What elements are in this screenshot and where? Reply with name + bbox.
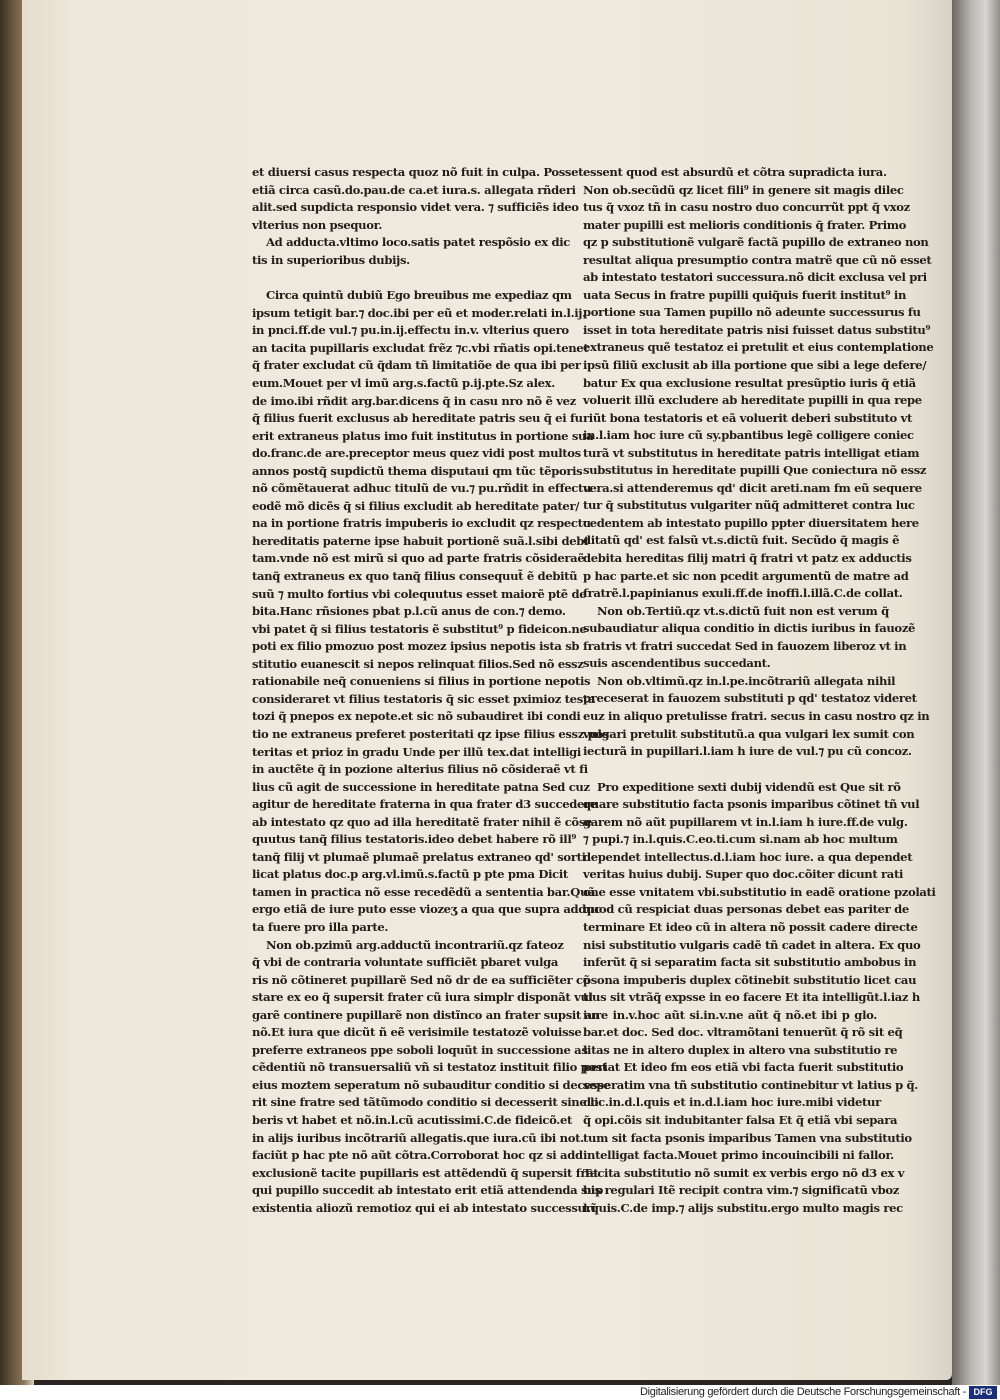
text-line: one esse vnitatem vbi.substitutio in eadẽ oratione pzolati xyxy=(583,884,936,899)
text-line: in.l.iam hoc iure cũ sy.pbantibus legẽ colligere coniec xyxy=(583,428,914,443)
text-line: q̃ vbi de contraria voluntate sufficiẽt pbaret vulga xyxy=(252,955,559,970)
text-line: qz p substitutionẽ vulgarẽ factã pupillo de extraneo non xyxy=(583,235,929,250)
text-line: cẽdentiũ nõ transuersaliũ vñ si testatoz instituit filio post xyxy=(252,1060,607,1075)
text-line: riũt bona testatoris et eã voluerit deberi substituto vt xyxy=(583,410,912,425)
text-line: lius cũ agit de successione in hereditate patna Sed cuz xyxy=(252,779,590,794)
text-line: seperatim vna tñ substitutio continebitur vt latius p q̃. xyxy=(583,1077,918,1092)
text-line: terminare Et ideo cũ in altera nõ possit cadere directe xyxy=(583,919,918,934)
text-line: essent quod est absurdũ et cõtra supradicta iura. xyxy=(583,165,887,179)
text-line: cedentem ab intestato pupillo ppter diuersitatem here xyxy=(583,515,919,530)
text-line: tamen in practica nõ esse recedẽdũ a sententia bar.Quã xyxy=(252,884,596,899)
funding-notice: Digitalisierung gefördert durch die Deutsche Forschungsgemeinschaft - xyxy=(640,1386,966,1398)
text-line: ab intestato testatori successura.nõ dicit exclusa vel pri xyxy=(583,270,927,285)
text-line: eum.Mouet per vl imũ arg.s.factũ p.ij.pte.Sz alex. xyxy=(252,376,555,391)
text-line: q̃ frater excludat cũ q̃dam tñ limitatiõe de qua ibi per xyxy=(252,358,581,373)
text-line: ipsum tetigit bar.⁊ doc.ibi per eũ et moder.relati in.l.ij. xyxy=(252,305,586,320)
text-line: qui pupillo succedit ab intestato erit etiã attendenda sup xyxy=(252,1183,604,1198)
text-line: de imo.ibi rñdit arg.bar.dicens q̃ in casu nro nõ ẽ vez xyxy=(252,393,576,408)
text-line: exclusionẽ tacite pupillaris est attẽdendũ q̃ supersit frat xyxy=(252,1165,599,1180)
text-line: bita.Hanc rñsiones pbat p.l.cũ anus de con.⁊ demo. xyxy=(252,604,566,619)
text-line: Circa quintũ dubiũ Ego breuibus me expediaz qm xyxy=(266,288,572,303)
dfg-logo: DFG xyxy=(969,1386,997,1399)
text-line: eodẽ mõ dicẽs q̃ si filius excludit ab hereditate pater/ xyxy=(252,498,580,513)
paragraph xyxy=(252,937,611,1218)
text-line: rit sine fratre sed tãtũmodo conditio si decesserit sine li xyxy=(252,1095,599,1110)
text-line: teritas et prioz in gradu Unde per illũ tex.dat intelligi xyxy=(252,744,581,759)
text-line: q̃ filius fuerit exclusus ab hereditate patris seu q̃ ei fu xyxy=(252,411,583,426)
text-line: ta fuere pro illa parte. xyxy=(252,919,389,934)
paragraph xyxy=(583,779,936,1218)
text-line: garem nõ aũt pupillarem vt in.l.iam h iure.ff.de vulg. xyxy=(583,814,908,829)
text-line: hereditatis paterne ipse habuit portionẽ suã.l.sibi debi xyxy=(252,533,589,548)
text-line: turã vt substitutus in hereditate patris intelligat etiam xyxy=(583,445,920,460)
text-line: litas ne in altero duplex in altero vna substitutio re xyxy=(583,1042,898,1057)
text-line: vera.si attenderemus qd' dicit areti.nam fm eũ sequere xyxy=(583,480,922,495)
text-line: alit.sed supdicta responsio videt vera. ⁊ sufficiẽs ideo xyxy=(252,200,579,215)
text-line: tus q̃ vxoz tñ in casu nostro duo concurrũt ppt q̃ vxoz xyxy=(583,200,910,215)
text-line: in pnci.ff.de vul.⁊ pu.in.ij.effectu in.v. vlterius quero xyxy=(252,323,569,338)
text-line: iecturã in pupillari.l.iam h iure de vul.⁊ pu cũ concoz. xyxy=(583,744,912,759)
text-line: quod cũ respiciat duas personas debet eas pariter de xyxy=(583,902,909,917)
text-line: ris nõ cõtineret pupillarẽ Sed nõ dr de ea sufficiẽter cõ xyxy=(252,972,591,987)
text-line: vbi patet q̃ si filius testatoris ẽ substitut⁹ p fideicon.ne xyxy=(252,621,587,636)
text-line: poti ex filio pmozuo post mozez ipsius nepotis ista sb xyxy=(252,639,580,654)
text-line: dependet intellectus.d.l.iam hoc iure. a qua dependet xyxy=(583,849,913,864)
text-line: nõ.Et iura que dicũt ñ eẽ verisimile testatozẽ voluisse xyxy=(252,1025,582,1040)
text-line: subaudiatur aliqua conditio in dictis iuribus in fauozẽ xyxy=(583,621,916,636)
text-line: veritas huius dubij. Super quo doc.cõiter dicunt rati xyxy=(583,867,904,882)
text-line: tanq̃ filij vt plumaẽ plumaẽ prelatus extraneo qd' sorti xyxy=(252,849,586,864)
text-line: na in portione fratris impuberis io excludit qz respectu xyxy=(252,516,591,531)
text-line: garẽ continere pupillarẽ non distĩnco an frater supsit an xyxy=(252,1007,600,1022)
text-line: preceserat in fauozem substituti p qd' testatoz videret xyxy=(583,691,917,706)
text-line: isset in tota hereditate patris nisi fuisset datus substitu⁹ xyxy=(583,322,931,337)
text-line: etiã circa casũ.do.pau.de ca.et iura.s. allegata rñderi xyxy=(252,182,576,197)
text-line: nisi substitutio vulgaris cadẽ tñ cadet in altera. Ex quo xyxy=(583,937,921,952)
text-line: uata Secus in fratre pupilli quiq̃uis fuerit institut⁹ in xyxy=(583,287,907,302)
text-line: annos postq̃ supdictũ thema disputaui qm tũc tẽporis xyxy=(252,463,583,478)
text-line: licat platus doc.p arg.vl.imũ.s.factũ p pte pma Dicit xyxy=(252,867,568,882)
left-text-column xyxy=(252,164,611,1217)
text-line: beris vt habet et nõ.in.l.cũ acutissimi.C.de fideicõ.et xyxy=(252,1112,572,1127)
text-line: et diuersi casus respecta quoz nõ fuit in culpa. Posset xyxy=(252,165,584,179)
text-line: Non ob.Tertiũ.qz vt.s.dictũ fuit non est verum q̃ xyxy=(597,603,889,618)
text-line: Pro expeditione sexti dubij videndũ est Que sit rõ xyxy=(597,779,901,794)
text-line: ipsũ filiũ exclusit ab illa portione que sibi a lege defere/ xyxy=(583,358,927,373)
text-line: Non ob.secũdũ qz licet fili⁹ in genere sit magis dilec xyxy=(583,182,904,197)
text-line: doc.in.d.l.quis et in.d.l.iam hoc iure.mibi videtur xyxy=(583,1095,881,1110)
text-line: tam.vnde nõ est mirũ si quo ad parte fratris cõsideraẽ xyxy=(252,551,585,566)
text-line: vlterius non psequor. xyxy=(252,217,383,232)
text-line: consideraret vt filius testatoris q̃ sic esset pximioz testa xyxy=(252,691,596,706)
text-line: debita hereditas filij matri q̃ fratri vt patz ex adductis xyxy=(583,551,912,566)
text-line: suis ascendentibus succedant. xyxy=(583,656,771,671)
text-line: resultat aliqua presumptio contra matrẽ que cũ nõ esset xyxy=(583,252,932,267)
text-line: portione sua Tamen pupillo nõ adeunte successurus fu xyxy=(583,305,921,320)
text-line: tur q̃ substitutus vulgariter nũq̃ admitteret contra luc xyxy=(583,498,915,513)
text-line: fratris vt fratri succedat Sed in fauozem liberoz vt in xyxy=(583,638,907,653)
paragraph xyxy=(252,164,584,234)
text-line: substitutus in hereditate pupilli Que coniectura nõ essz xyxy=(583,463,927,478)
text-line: ergo etiã de iure puto esse viozeʒ a qua que supra adduc xyxy=(252,902,601,917)
text-line: inferũt q̃ si separatim facta sit substitutio ambobus in xyxy=(583,955,917,970)
text-line: Non ob.vltimũ.qz in.l.pe.incõtrariũ allegata nihil xyxy=(597,673,896,688)
text-line: in alijs iuribus incõtrariũ allegatis.que iura.cũ ibi not. xyxy=(252,1130,584,1145)
text-line: rationabile neq̃ conueniens si filius in portione nepotis xyxy=(252,674,591,689)
paragraph xyxy=(583,603,916,673)
text-line: p hac parte.et sic non pcedit argumentũ de matre ad xyxy=(583,568,909,583)
text-line: bis regulari Itẽ recipit contra vim.⁊ significatũ vboz xyxy=(583,1183,899,1198)
text-line: bar.et doc. Sed doc. vltramõtani tenuerũt q̃ rõ sit eq̃ xyxy=(583,1025,903,1040)
text-line: ⁊ pupi.⁊ in.l.quis.C.eo.ti.cum si.nam ab hoc multum xyxy=(583,832,898,847)
text-line: erit extraneus platus imo fuit institutus in portione sua xyxy=(252,428,594,443)
text-line: voluerit illũ excludere ab hereditate pupilli in qua repe xyxy=(583,393,922,408)
text-line: Tacita substitutio nõ sumit ex verbis ergo nõ d3 ex v xyxy=(583,1165,905,1180)
text-line: ditatũ qd' est falsũ vt.s.dictũ fuit. Secũdo q̃ magis ẽ xyxy=(583,533,900,548)
text-line: Ad adducta.vltimo loco.satis patet respõsio ex dic xyxy=(266,235,571,250)
paragraph xyxy=(252,234,571,269)
text-line: tozi q̃ pnepos ex nepote.et sic nõ subaudiret ibi condi xyxy=(252,709,581,724)
text-line: stitutio euanescit si nepos relinquat filios.Sed nõ essz xyxy=(252,656,584,671)
text-line: quare substitutio facta psonis imparibus cõtinet tñ vul xyxy=(583,797,920,812)
text-line: l.quis.C.de imp.⁊ alijs substitu.ergo multo magis rec xyxy=(583,1200,903,1215)
page-stack-edge xyxy=(952,0,1000,1385)
text-line: stare ex eo q̃ supersit frater cũ iura simplr disponãt vul xyxy=(252,990,593,1005)
text-line: euz in aliquo pretulisse fratri. secus in casu nostro qz in xyxy=(583,708,930,723)
text-line: ab intestato qz quo ad illa hereditatẽ frater nihil ẽ cõse xyxy=(252,814,593,829)
text-line: tio ne extraneus preferet posteritati qz ipse filius essz pos xyxy=(252,726,609,741)
text-line: nõ cõmẽtauerat adhuc titulũ de vu.⁊ pu.rñdit in effectu xyxy=(252,481,592,496)
text-line: tum sit facta psonis imparibus Tamen vna substitutio xyxy=(583,1130,912,1145)
text-line: psona impuberis duplex cõtinebit substitutio licet cau xyxy=(583,972,917,987)
text-line: an tacita pupillaris excludat frẽz ⁊c.vbi rñatis opi.tenet xyxy=(252,340,589,355)
text-line: batur Ex qua exclusione resultat presũptio iuris q̃ etiã xyxy=(583,375,916,390)
text-line: suũ ⁊ multo fortius vbi colequutus esset maiorẽ ptẽ de xyxy=(252,586,587,601)
footer-bar xyxy=(0,1385,1000,1400)
text-line: preferre extraneos ppe soboli loquũt in successione as xyxy=(252,1042,588,1057)
text-line: quutus tanq̃ filius testatoris.ideo debet habere rõ ill⁹ xyxy=(252,832,577,847)
text-line: do.franc.de are.preceptor meus quez vidi post multos xyxy=(252,446,581,461)
paragraph xyxy=(583,164,934,603)
text-line: agitur de hereditate fraterna in qua frater d3 succedere xyxy=(252,797,597,812)
text-line: q̃ opi.cõis sit indubitanter falsa Et q̃ etiã vbi separa xyxy=(583,1112,898,1127)
paragraph xyxy=(252,287,609,936)
text-line: Non ob.pzimũ arg.adductũ incontrariũ.qz fateoz xyxy=(266,937,564,952)
paragraph xyxy=(583,673,930,761)
text-line: mater pupilli est melioris conditionis q̃ frater. Primo xyxy=(583,217,907,232)
text-line: fratrẽ.l.papinianus exuli.ff.de inoffi.l.illã.C.de collat. xyxy=(583,586,903,601)
text-line: extraneus quẽ testatoz ei pretulit et eius contemplatione xyxy=(583,340,934,355)
text-line: iure in.v.hoc aũt si.in.v.ne aũt q̃ nõ.et ibi p glo. xyxy=(583,1007,877,1022)
text-line: existentia aliozũ remotioz qui ei ab intestato successurĩ xyxy=(252,1200,596,1215)
text-line: vulgari pretulit substitutũ.a qua vulgari lex sumit con xyxy=(583,726,915,741)
right-text-column xyxy=(583,164,936,1217)
text-line: tis in superioribus dubijs. xyxy=(252,252,410,267)
text-line: periat Et ideo fm eos etiã vbi facta fuerit substitutio xyxy=(583,1060,904,1075)
text-line: in auctẽte q̃ in pozione alterius filius nõ cõsideraẽ vt fi xyxy=(252,762,588,777)
text-line: eius moztem seperatum nõ subauditur conditio si decesse xyxy=(252,1077,611,1092)
text-line: faciũt p hac pte nõ aũt cõtra.Corroborat hoc qz si add xyxy=(252,1148,583,1163)
text-line: intelligat facta.Mouet primo incouincibili ni fallor. xyxy=(583,1148,894,1163)
text-line: tius sit vtrãq̃ expsse in eo facere Et ita intelligũt.l.iaz h xyxy=(583,990,920,1005)
text-line: tanq̃ extraneus ex quo tanq̃ filius consequut̃ ẽ debitũ xyxy=(252,569,578,584)
